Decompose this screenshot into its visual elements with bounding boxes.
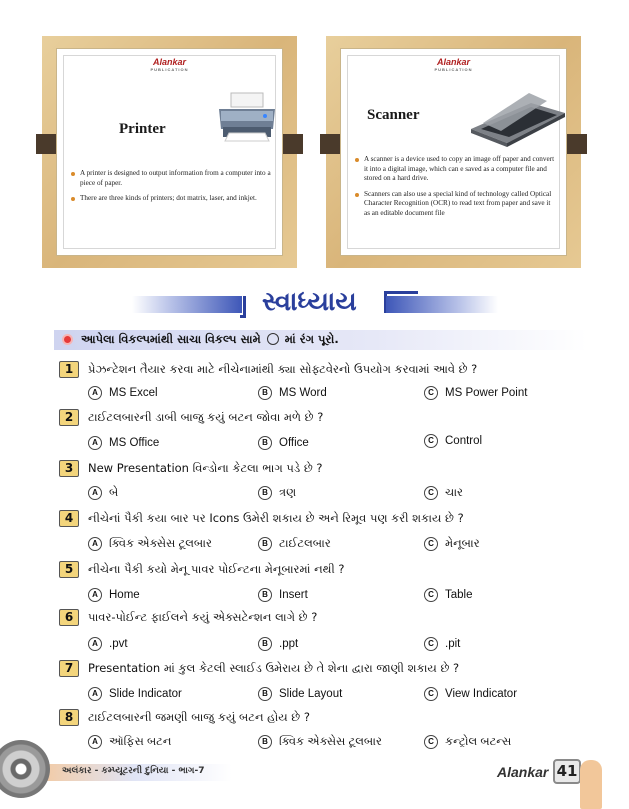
option-c[interactable]: C ચાર bbox=[424, 486, 463, 500]
scanner-slide bbox=[326, 36, 581, 268]
slide-bullet: A scanner is a device used to copy an image off paper and convert it into a digital image, which can e saved as a computer file and stored on a hard drive. bbox=[355, 155, 558, 184]
slide-bullet: Scanners can also use a special kind of technology called Optical Character Recognition (OCR) to read text from paper and save it as an editable document file bbox=[355, 190, 558, 219]
option-a[interactable]: A Slide Indicator bbox=[88, 687, 182, 701]
slide-title: Scanner bbox=[367, 107, 420, 123]
heading-bracket-left bbox=[240, 296, 246, 318]
slide-brand-logo: Alankar PUBLICATION bbox=[434, 57, 473, 72]
slide-bullets bbox=[71, 169, 274, 210]
question-text: Presentation માં કુલ કેટલી સ્લાઈડ ઉમેરાય છે તે શેના દ્વારા જાણી શકાય છે ? bbox=[88, 661, 460, 675]
slide-card bbox=[340, 48, 567, 256]
slide-card bbox=[56, 48, 283, 256]
question-number: 4 bbox=[59, 510, 79, 527]
option-c[interactable]: C View Indicator bbox=[424, 687, 517, 701]
cd-disc-icon bbox=[0, 740, 50, 798]
heading-decor-left bbox=[132, 296, 242, 313]
question-number: 2 bbox=[59, 409, 79, 426]
option-b[interactable]: B Insert bbox=[258, 588, 308, 602]
option-b[interactable]: B ક્વિક એક્સેસ ટૂલબાર bbox=[258, 735, 382, 749]
printer-image bbox=[215, 91, 279, 143]
footer-book-title: અલંકાર - કમ્પ્યૂટરની દુનિયા - ભાગ-7 bbox=[62, 766, 205, 776]
option-c[interactable]: C .pit bbox=[424, 637, 460, 651]
page-number: 41 bbox=[553, 759, 581, 784]
option-a[interactable]: A બે bbox=[88, 486, 118, 500]
hand-pointer-icon bbox=[580, 760, 602, 809]
question-number: 7 bbox=[59, 660, 79, 677]
question-number: 8 bbox=[59, 709, 79, 726]
question-text: New Presentation વિન્ડોના કેટલા ભાગ પડે છે ? bbox=[88, 461, 323, 475]
option-c[interactable]: C કન્ટ્રોલ બટન્સ bbox=[424, 735, 511, 749]
option-a[interactable]: A ક્વિક એક્સેસ ટૂલબાર bbox=[88, 537, 212, 551]
option-c[interactable]: C મેનૂબાર bbox=[424, 537, 480, 551]
slide-bullet: A printer is designed to output information from a computer into a piece of paper. bbox=[71, 169, 274, 188]
option-b[interactable]: B Office bbox=[258, 436, 309, 450]
question-text: ટાઈટલબારની ડાબી બાજુ કયું બટન જોવા મળે છે ? bbox=[88, 410, 324, 424]
question-number: 3 bbox=[59, 460, 79, 477]
option-c[interactable]: C Table bbox=[424, 588, 473, 602]
question-number: 1 bbox=[59, 361, 79, 378]
section-title: સ્વાધ્યાય bbox=[262, 287, 357, 317]
scanner-image bbox=[461, 89, 569, 151]
option-c[interactable]: C Control bbox=[424, 434, 482, 448]
slide-title: Printer bbox=[119, 121, 166, 137]
question-number: 6 bbox=[59, 609, 79, 626]
circle-icon bbox=[267, 333, 279, 345]
option-b[interactable]: B MS Word bbox=[258, 386, 327, 400]
option-b[interactable]: B Slide Layout bbox=[258, 687, 342, 701]
printer-slide bbox=[42, 36, 297, 268]
option-a[interactable]: A MS Excel bbox=[88, 386, 158, 400]
bullet-icon bbox=[62, 334, 73, 345]
option-b[interactable]: B ત્રણ bbox=[258, 486, 296, 500]
question-number: 5 bbox=[59, 561, 79, 578]
question-text: પાવર-પોઈન્ટ ફાઈલને કયું એક્સટેન્શન લાગે છે ? bbox=[88, 610, 318, 624]
option-a[interactable]: A ઑફિસ બટન bbox=[88, 735, 171, 749]
option-a[interactable]: A Home bbox=[88, 588, 140, 602]
instruction-text: આપેલા વિકલ્પમાંથી સાચા વિકલ્પ સામે માં રંગ પૂરો. bbox=[81, 332, 339, 346]
question-text: નીચેના પૈકી કયો મેનૂ પાવર પોઈન્ટના મેનૂબારમાં નથી ? bbox=[88, 562, 345, 576]
slide-brand-logo: Alankar PUBLICATION bbox=[150, 57, 189, 72]
question-text: પ્રેઝન્ટેશન તૈયાર કરવા માટે નીચેનામાંથી ક્યા સોફ્ટવેરનો ઉપયોગ કરવામાં આવે છે ? bbox=[88, 362, 478, 376]
question-text: નીચેનાં પૈકી કયા બાર પર Icons ઉમેરી શકાય છે અને રિમૂવ પણ કરી શકાય છે ? bbox=[88, 511, 464, 525]
option-b[interactable]: B .ppt bbox=[258, 637, 298, 651]
question-text: ટાઈટલબારની જમણી બાજુ કયું બટન હોય છે ? bbox=[88, 710, 310, 724]
option-b[interactable]: B ટાઈટલબાર bbox=[258, 537, 331, 551]
footer-logo: Alankar bbox=[497, 764, 549, 780]
heading-decor-right bbox=[386, 296, 498, 313]
slide-bullets bbox=[355, 155, 558, 224]
option-c[interactable]: C MS Power Point bbox=[424, 386, 527, 400]
option-a[interactable]: A MS Office bbox=[88, 436, 159, 450]
option-a[interactable]: A .pvt bbox=[88, 637, 128, 651]
slide-bullet: There are three kinds of printers; dot matrix, laser, and inkjet. bbox=[71, 194, 274, 204]
